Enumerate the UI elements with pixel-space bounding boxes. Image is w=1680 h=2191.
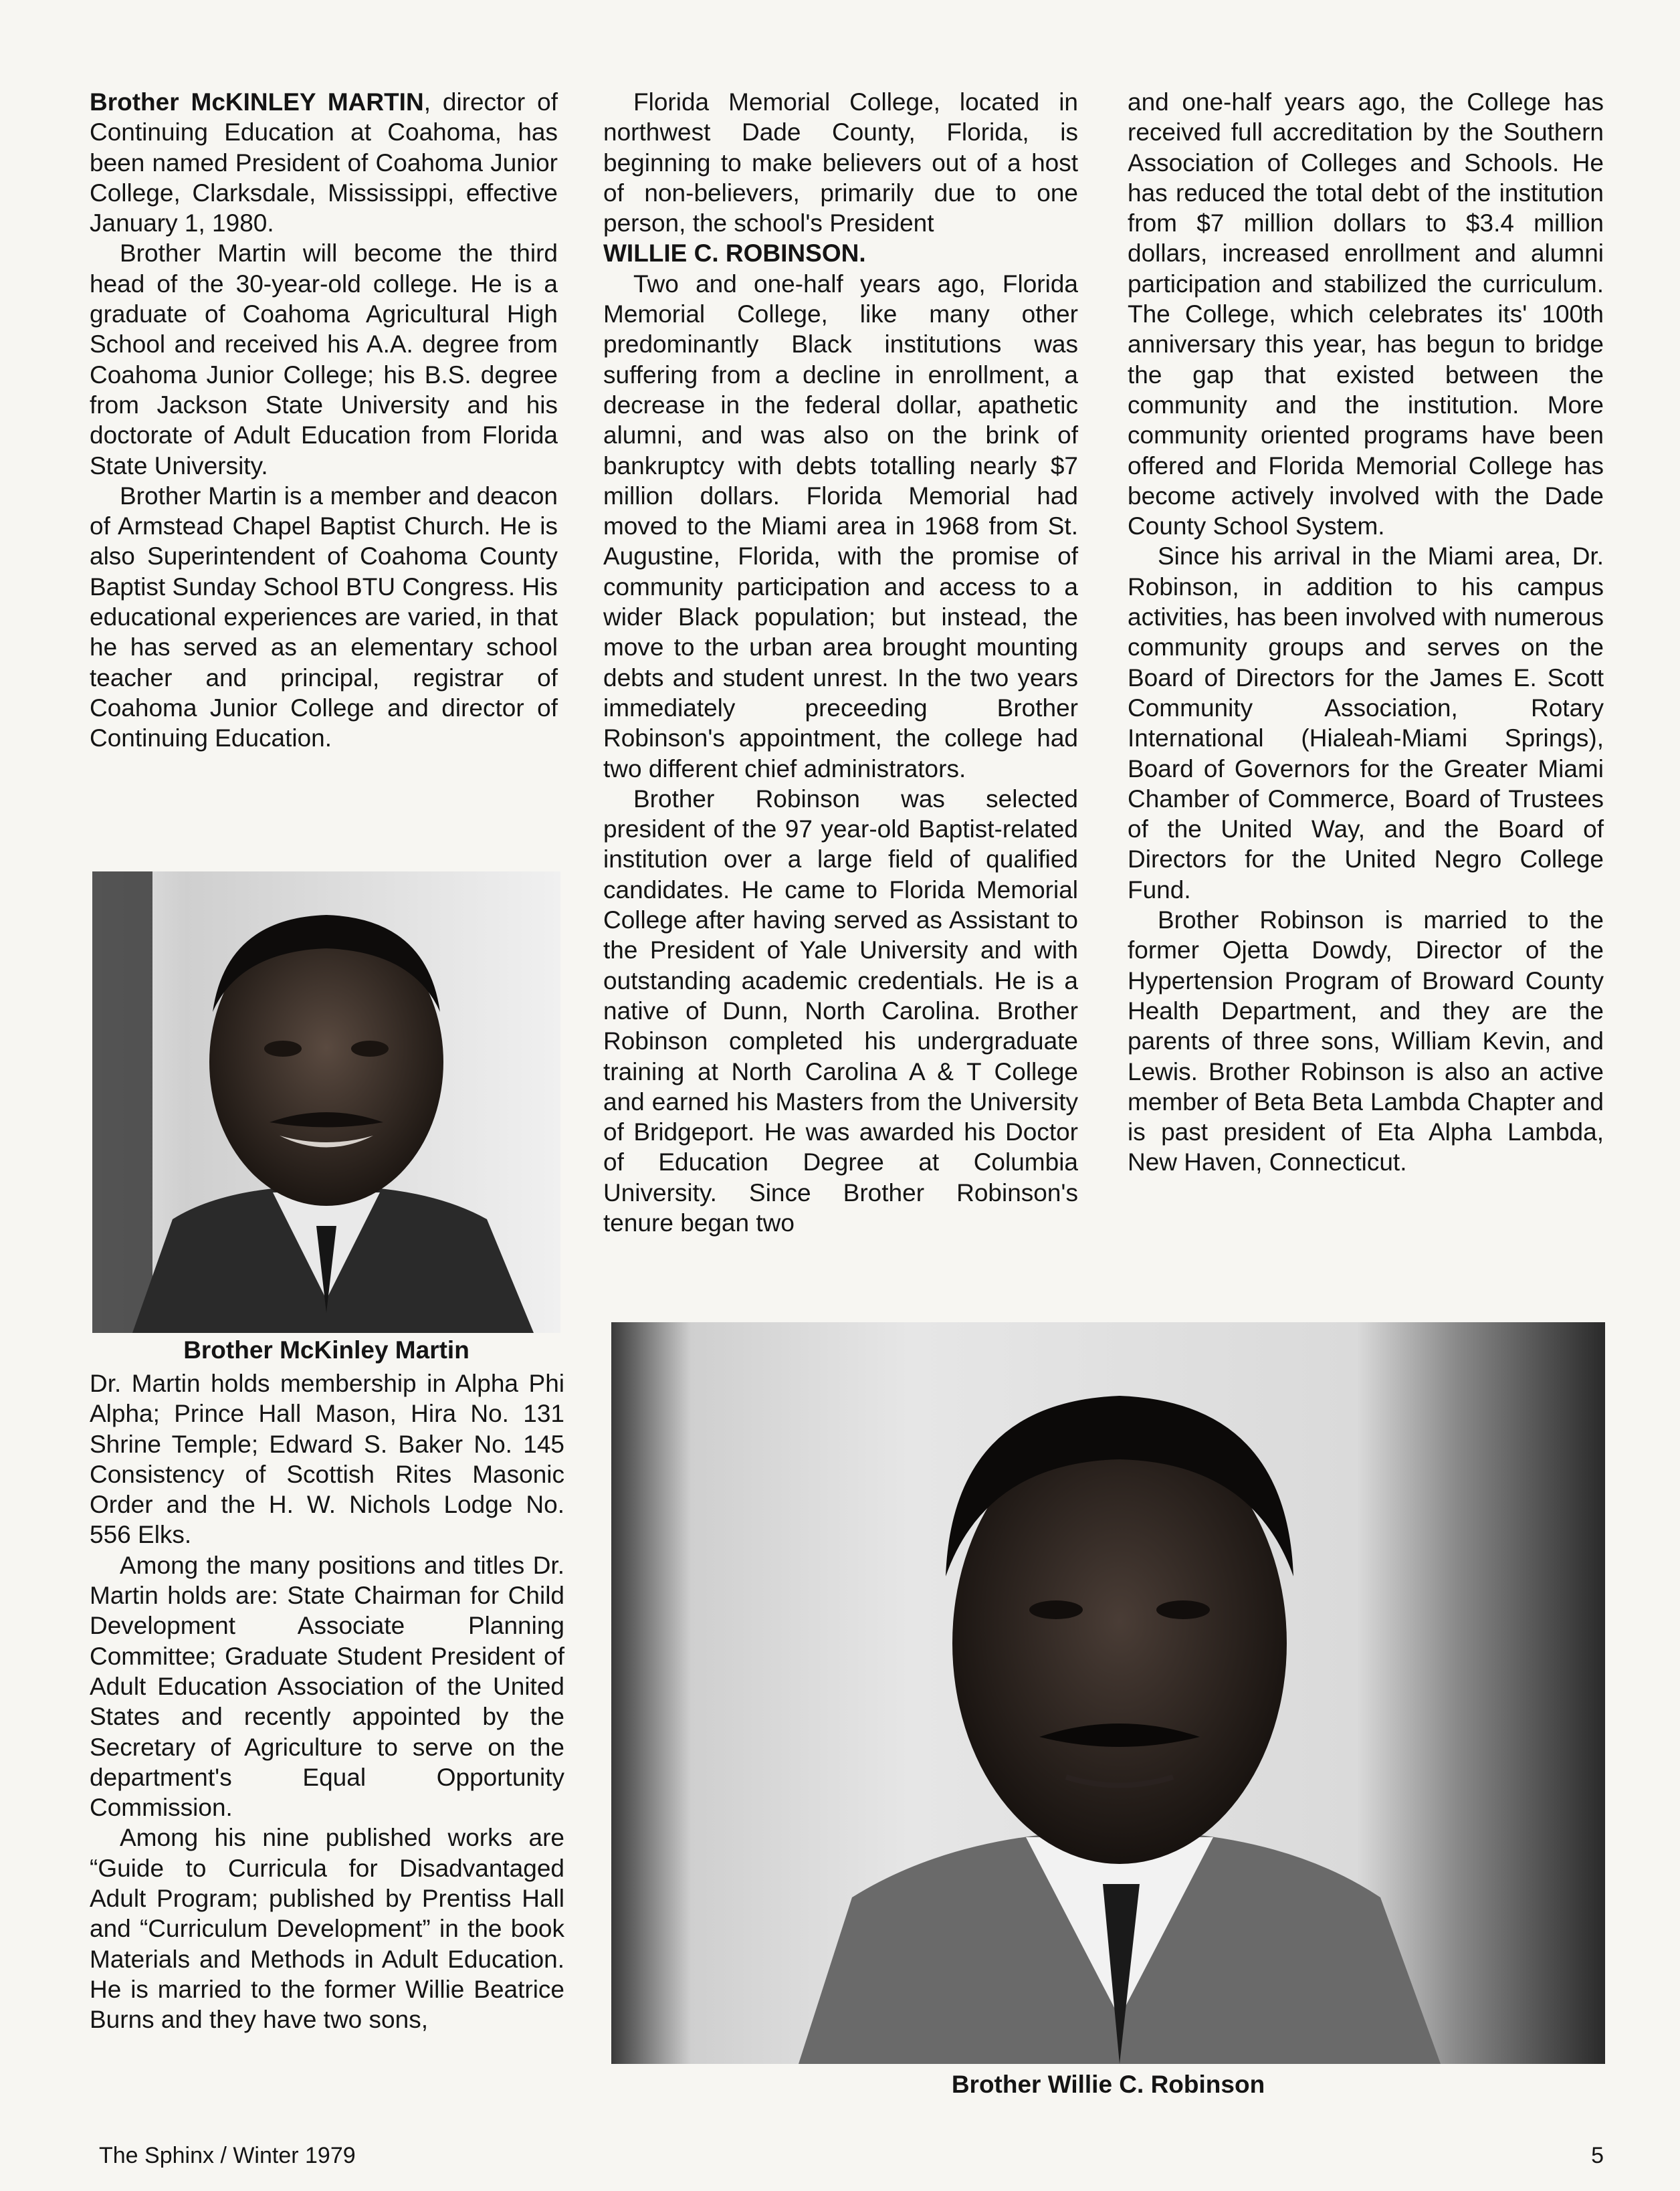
martin-article-top xyxy=(90,87,558,754)
martin-paragraph-2: Brother Martin will become the third head of the 30-year-old college. He is a graduate of Coahoma Agricultural High School and received his A.A. degree from Coahoma Junior College; his B.S. degree from Jackson State University and his doctorate of Adult Education from Florida State University. xyxy=(90,239,558,480)
martin-paragraph-6: Among his nine published works are “Guide to Curricula for Disadvantaged Adult Program; published by Prentiss Hall and “Curriculum Development” in the book Materials and Methods in Adult Education. He is married to the former Willie Beatrice Burns and they have two sons, xyxy=(90,1824,564,2034)
robinson-paragraph-1-text: Florida Memorial College, located in northwest Dade County, Florida, is beginning to make believers out of a host of non-believers, primarily due to one person, the school's President xyxy=(603,88,1078,237)
publication-footer: The Sphinx / Winter 1979 xyxy=(99,2143,356,2168)
martin-paragraph-1-text: , director of Continuing Education at Coahoma, has been named President of Coahoma Junior College, Clarksdale, Mississippi, effective January 1, 1980. xyxy=(90,88,558,237)
martin-paragraph-4: Dr. Martin holds membership in Alpha Phi Alpha; Prince Hall Mason, Hira No. 131 Shrine Temple; Edward S. Baker No. 145 Consistency of Scottish Rites Masonic Order and the H. W. Nichols Lodge No. 556 Elks. xyxy=(90,1370,564,1549)
martin-article-bottom xyxy=(90,1368,564,2035)
robinson-paragraph-4: and one-half years ago, the College has received full accreditation by the Southern Association of Colleges and Schools. He has reduced the total debt of the institution from $7 million dollars to $3.4 million dollars, increased enrollment and alumni participation and stabilized the curriculum. The College, which celebrates its' 100th anniversary this year, has begun to bridge the gap that existed between the community and the institution. More community oriented programs have been offered and Florida Memorial College has become actively involved with the Dade County School System. xyxy=(1128,88,1604,540)
robinson-photo-caption: Brother Willie C. Robinson xyxy=(951,2071,1265,2098)
martin-photo xyxy=(92,871,560,1333)
robinson-article-col3 xyxy=(1128,87,1604,1178)
robinson-paragraph-2: Two and one-half years ago, Florida Memorial College, like many other predominantly Black institutions was suffering from a decline in enrollment, a decrease in the federal dollar, apathetic alumni, and was also on the brink of bankruptcy with debts totalling nearly $7 million dollars. Florida Memorial had moved to the Miami area in 1968 from St. Augustine, Florida, with the promise of community participation and access to a wider Black population; but instead, the move to the urban area brought mounting debts and student unrest. In the two years immediately preceeding Brother Robinson's appointment, the college had two different chief administrators. xyxy=(603,270,1078,782)
robinson-article-col2 xyxy=(603,87,1078,1238)
martin-paragraph-1 xyxy=(90,87,558,238)
robinson-paragraph-5: Since his arrival in the Miami area, Dr. Robinson, in addition to his campus activities, has been involved with numerous community groups and serves on the Board of Directors for the James E. Scott Community Association, Rotary International (Hialeah-Miami Springs), Board of Governors for the Greater Miami Chamber of Commerce, Board of Trustees of the United Way, and the Board of Directors for the United Negro College Fund. xyxy=(1128,542,1604,904)
robinson-lead-name: WILLIE C. ROBINSON. xyxy=(603,239,866,268)
martin-photo-caption: Brother McKinley Martin xyxy=(183,1336,469,1364)
martin-lead-name: Brother McKINLEY MARTIN xyxy=(90,88,424,116)
robinson-paragraph-3: Brother Robinson was selected president of the 97 year-old Baptist-related institution over a large field of qualified candidates. He came to Florida Memorial College after having served as Assistant to the President of Yale University and with outstanding academic credentials. He is a native of Dunn, North Carolina. Brother Robinson completed his undergraduate training at North Carolina A & T College and earned his Masters from the University of Bridgeport. He was awarded his Doctor of Education Degree at Columbia University. Since Brother Robinson's tenure began two xyxy=(603,785,1078,1237)
robinson-photo xyxy=(611,1322,1605,2064)
martin-paragraph-3: Brother Martin is a member and deacon of Armstead Chapel Baptist Church. He is also Superintendent of Coahoma County Baptist Sunday School BTU Congress. His educational experiences are varied, in that he has served as an elementary school teacher and principal, registrar of Coahoma Junior College and director of Continuing Education. xyxy=(90,482,558,752)
martin-paragraph-5: Among the many positions and titles Dr. Martin holds are: State Chairman for Child Development Associate Planning Committee; Graduate Student President of Adult Education Association of the United States and recently appointed by the Secretary of Agriculture to serve on the department's Equal Opportunity Commission. xyxy=(90,1551,564,1822)
page-number: 5 xyxy=(1591,2143,1604,2168)
robinson-paragraph-6: Brother Robinson is married to the former Ojetta Dowdy, Director of the Hypertension Program of Broward County Health Department, and they are the parents of three sons, William Kevin, and Lewis. Brother Robinson is also an active member of Beta Beta Lambda Chapter and is past president of Eta Alpha Lambda, New Haven, Connecticut. xyxy=(1128,906,1604,1176)
robinson-paragraph-1 xyxy=(603,87,1078,269)
